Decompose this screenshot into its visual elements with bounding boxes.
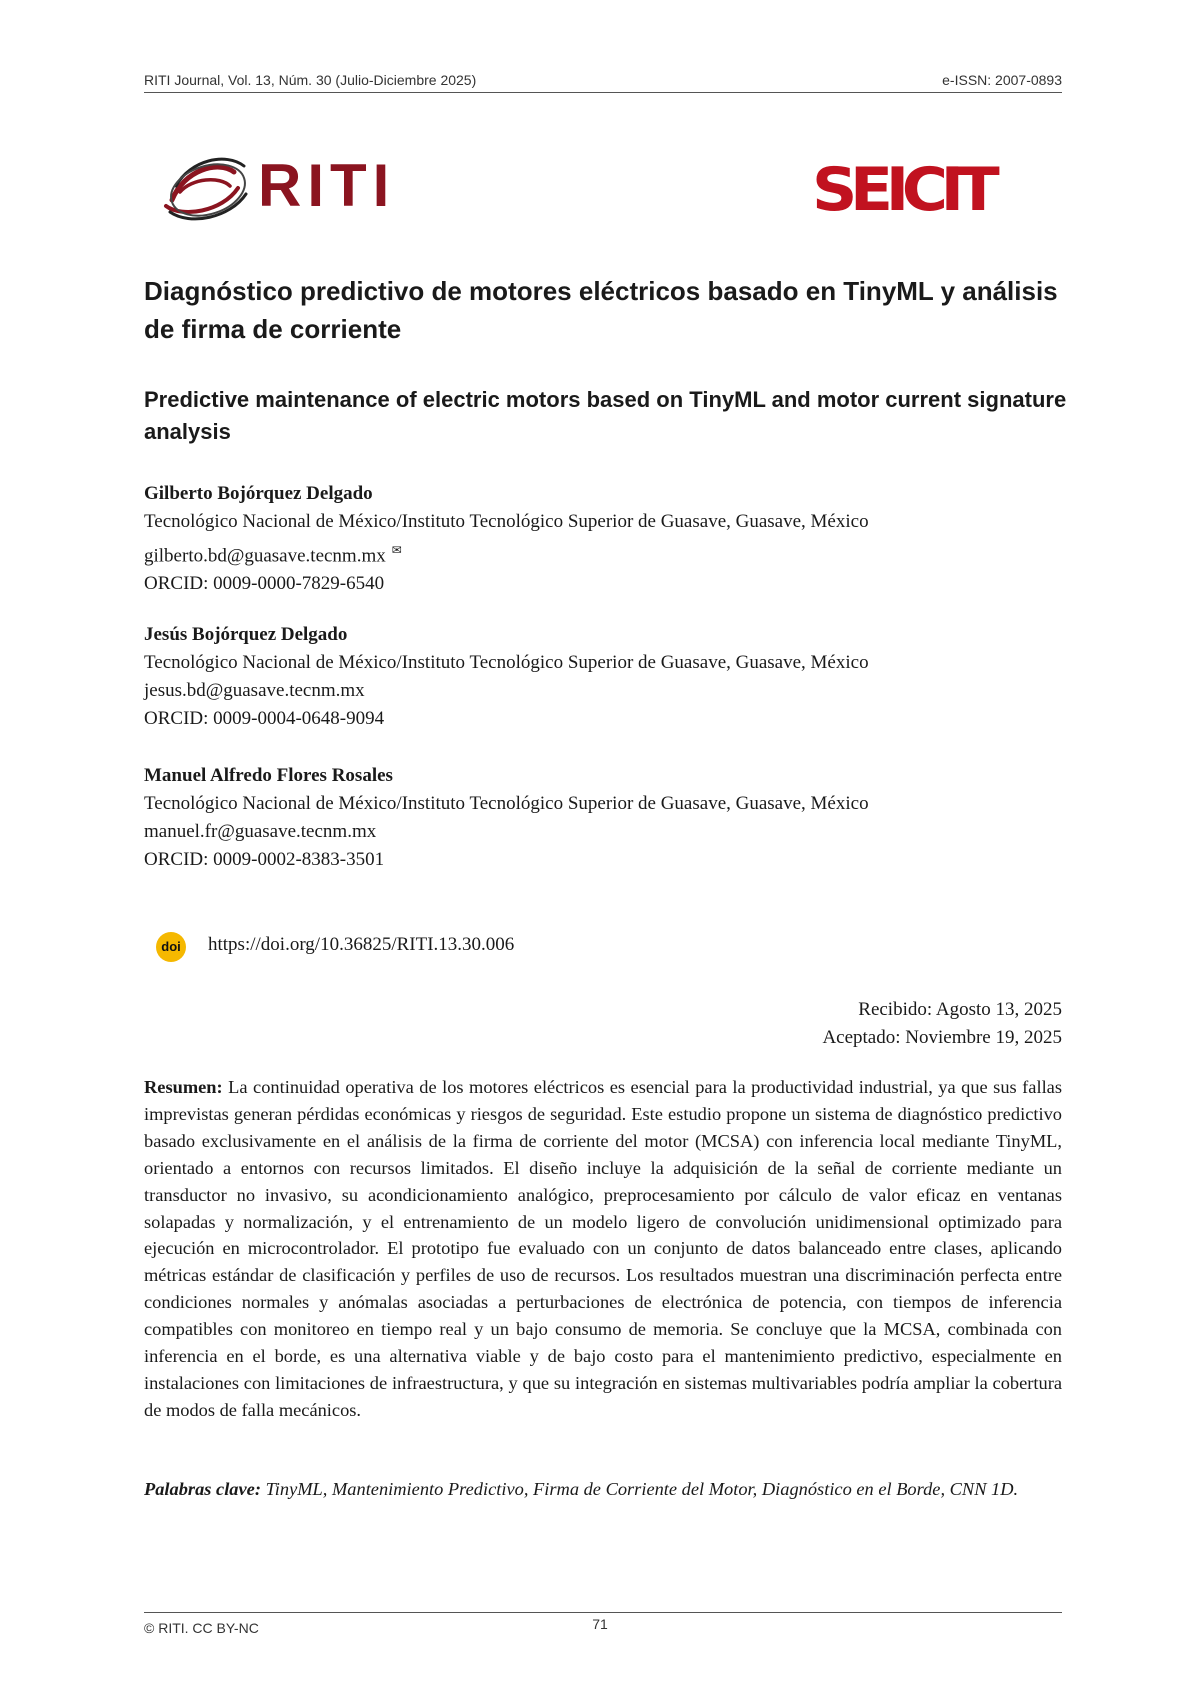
abstract <box>144 1074 1062 1424</box>
author-affiliation: Tecnológico Nacional de México/Instituto Tecnológico Superior de Guasave, Guasave, México <box>144 652 869 673</box>
author-email[interactable]: gilberto.bd@guasave.tecnm.mx <box>144 545 386 567</box>
author-affiliation: Tecnológico Nacional de México/Instituto Tecnológico Superior de Guasave, Guasave, México <box>144 793 869 814</box>
author-orcid: ORCID: 0009-0004-0648-9094 <box>144 708 385 729</box>
author-block <box>144 762 1074 874</box>
seicit-logo: SEICIT <box>812 155 993 225</box>
author-email[interactable]: manuel.fr@guasave.tecnm.mx <box>144 821 377 842</box>
license-text: © RITI. CC BY-NC <box>144 1620 259 1636</box>
accepted-date: Aceptado: Noviembre 19, 2025 <box>822 1027 1062 1048</box>
abstract-text: La continuidad operativa de los motores eléctricos es esencial para la productividad industrial, ya que sus fallas imprevistas generan pérdidas económicas y riesgos de seguridad. Este estudio propone un sistema de diagnóstico predictivo basado exclusivamente en el análisis de la firma de corriente del motor (MCSA) con inferencia local mediante TinyML, orientado a entornos con recursos limitados. El diseño incluye la adquisición de la señal de corriente mediante un transductor no invasivo, su acondicionamiento analógico, preprocesamiento por cálculo de valor eficaz en ventanas solapadas y normalización, y el entrenamiento de un modelo ligero de convolución unidimensional optimizado para ejecución en microcontrolador. El prototipo fue evaluado con un conjunto de datos balanceado entre clases, aplicando métricas estándar de clasificación y perfiles de uso de recursos. Los resultados muestran una discriminación perfecta entre condiciones normales y anómalas asociadas a perturbaciones de electrónica de potencia, con tiempos de inferencia compatibles con monitoreo en tiempo real y un bajo consumo de memoria. Se concluye que la MCSA, combinada con inferencia en el borde, es una alternativa viable y de bajo costo para el mantenimiento predictivo, especialmente en instalaciones con limitaciones de infraestructura, y que su integración en sistemas multivariables podría ampliar la cobertura de modos de falla mecánicos. <box>144 1077 1063 1420</box>
author-block <box>144 480 1074 598</box>
journal-citation: RITI Journal, Vol. 13, Núm. 30 (Julio-Diciembre 2025) <box>144 72 477 88</box>
doi-icon: doi <box>156 932 186 962</box>
keywords-label: Palabras clave: <box>144 1479 261 1499</box>
author-block <box>144 621 1074 733</box>
author-orcid: ORCID: 0009-0000-7829-6540 <box>144 573 385 595</box>
title-spanish: Diagnóstico predictivo de motores eléctricos basado en TinyML y análisis de firma de corriente <box>144 276 1058 344</box>
riti-logo <box>160 148 410 228</box>
riti-wordmark: RITI <box>258 152 396 219</box>
doi-link[interactable]: https://doi.org/10.36825/RITI.13.30.006 <box>208 934 515 955</box>
footer-divider <box>144 1612 1062 1613</box>
issn: e-ISSN: 2007-0893 <box>942 72 1062 88</box>
author-name: Jesús Bojórquez Delgado <box>144 624 348 645</box>
envelope-icon[interactable]: ✉ <box>391 543 402 557</box>
page-number: 71 <box>592 1616 608 1632</box>
submission-dates <box>822 996 1062 1052</box>
author-email-line <box>144 536 1074 570</box>
abstract-label: Resumen: <box>144 1077 223 1097</box>
title-english: Predictive maintenance of electric motors based on TinyML and motor current signature analysis <box>144 387 1067 444</box>
author-name: Manuel Alfredo Flores Rosales <box>144 765 393 786</box>
author-email[interactable]: jesus.bd@guasave.tecnm.mx <box>144 680 365 701</box>
author-affiliation: Tecnológico Nacional de México/Instituto Tecnológico Superior de Guasave, Guasave, México <box>144 511 869 532</box>
header-divider <box>144 92 1062 93</box>
keywords <box>144 1476 1062 1503</box>
author-name: Gilberto Bojórquez Delgado <box>144 483 373 504</box>
riti-swirl-icon <box>160 148 255 228</box>
keywords-text: TinyML, Mantenimiento Predictivo, Firma de Corriente del Motor, Diagnóstico en el Borde, CNN 1D. <box>265 1479 1019 1499</box>
author-orcid: ORCID: 0009-0002-8383-3501 <box>144 849 385 870</box>
received-date: Recibido: Agosto 13, 2025 <box>858 999 1062 1020</box>
